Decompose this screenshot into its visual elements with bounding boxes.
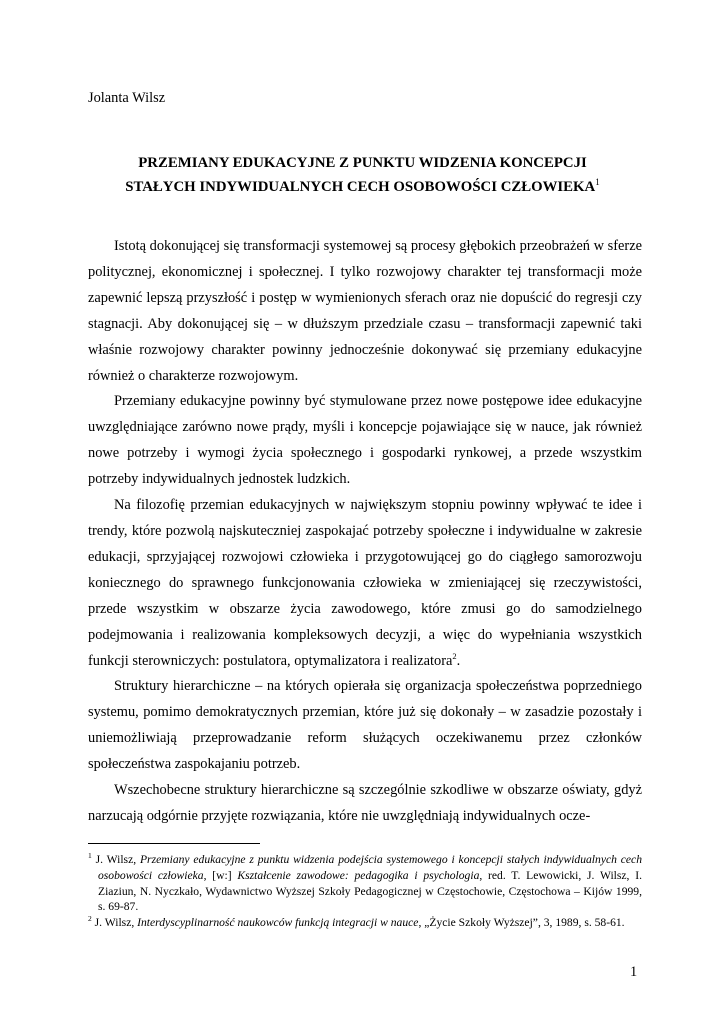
title-line-1: PRZEMIANY EDUKACYJNE Z PUNKTU WIDZENIA KONCEPCJI xyxy=(138,155,587,171)
page-number: 1 xyxy=(630,964,638,980)
title-footnote-mark: 1 xyxy=(595,177,600,188)
footnote-1: $^1$ J. Wilsz, Przemiany edukacyjne z punktu widzenia podejścia systemowego i koncepcji stałych indywidualnych cech osobowości człowieka, [w:] Kształcenie zawodowe: pedagogika i psychologia, red. T. Lewowicki, J. Wilsz, I. Ziaziun, N. Nyczkało, Wydawnictwo Wyższej Szkoły Pedagogicznej w Częstochowie, Częstochowa – Kijów 1999, s. 69-87. xyxy=(88,851,642,914)
paragraph: Struktury hierarchiczne – na których opierała się organizacja społeczeństwa poprzedniego systemu, pomimo demokratycznych przemian, które już się dokonały – w zasadzie pozostały i uniemożliwiają przeprowadzanie reform służących oczekiwanemu przez członków społeczeństwa zaspokajaniu potrzeb. xyxy=(88,678,642,773)
author-name: Jolanta Wilsz xyxy=(88,90,166,106)
paragraph: Istotą dokonującej się transformacji systemowej są procesy głębokich przeobrażeń w sferze politycznej, ekonomicznej i społecznej. I tylko rozwojowy charakter tej transformacji może zapewnić lepszą przyszłość i postęp w wymienionych sferach oraz nie dopuścić do regresji czy stagnacji. Aby dokonującej się – w dłuższym przedziale czasu – transformacji zapewnić taki właśnie rozwojowy charakter powinny jednocześnie dokonywać się przemiany edukacyjne również o charakterze rozwojowym. xyxy=(88,238,642,384)
paragraph: Wszechobecne struktury hierarchiczne są szczególnie szkodliwe w obszarze oświaty, gdyż narzucają odgórnie przyjęte rozwiązania, które nie uwzględniają indywidualnych ocze- xyxy=(88,782,642,824)
footnotes xyxy=(88,852,642,931)
title-line-2: STAŁYCH INDYWIDUALNYCH CECH OSOBOWOŚCI CZŁOWIEKA xyxy=(125,179,596,195)
paragraph: Przemiany edukacyjne powinny być stymulowane przez nowe postępowe idee edukacyjne uwzględniające zarówno nowe prądy, myśli i koncepcje pojawiające się w nauce, jak również nowe potrzeby i wymogi życia społecznego i gospodarki rynkowej, a przede wszystkim potrzeby indywidualnych jednostek ludzkich. xyxy=(88,393,642,488)
article-body xyxy=(88,234,642,830)
article-title xyxy=(70,151,655,199)
footnote-ref: 2 xyxy=(452,650,457,661)
paragraph: Na filozofię przemian edukacyjnych w największym stopniu powinny wpływać te idee i trendy, które pozwolą najskuteczniej zaspokajać potrzeby społeczne i indywidualne w zakresie edukacji, sprzyjającej rozwojowi człowieka i przygotowującej go do ciągłego samorozwoju koniecznego do sprawnego funkcjonowania człowieka w zmieniającej się rzeczywistości, przede wszystkim w obszarze życia zawodowego, które zmusi go do samodzielnego podejmowania i realizowania kompleksowych decyzji, a więc do wypełniania wszystkich funkcji sterowniczych: postulatora, optymalizatora i realizatora$^2$. xyxy=(88,497,642,669)
footnote-separator xyxy=(88,843,260,844)
footnote-2: $^2$ J. Wilsz, Interdyscyplinarność naukowców funkcją integracji w nauce, „Życie Szkoły Wyższej”, 3, 1989, s. 58-61. xyxy=(88,914,625,930)
